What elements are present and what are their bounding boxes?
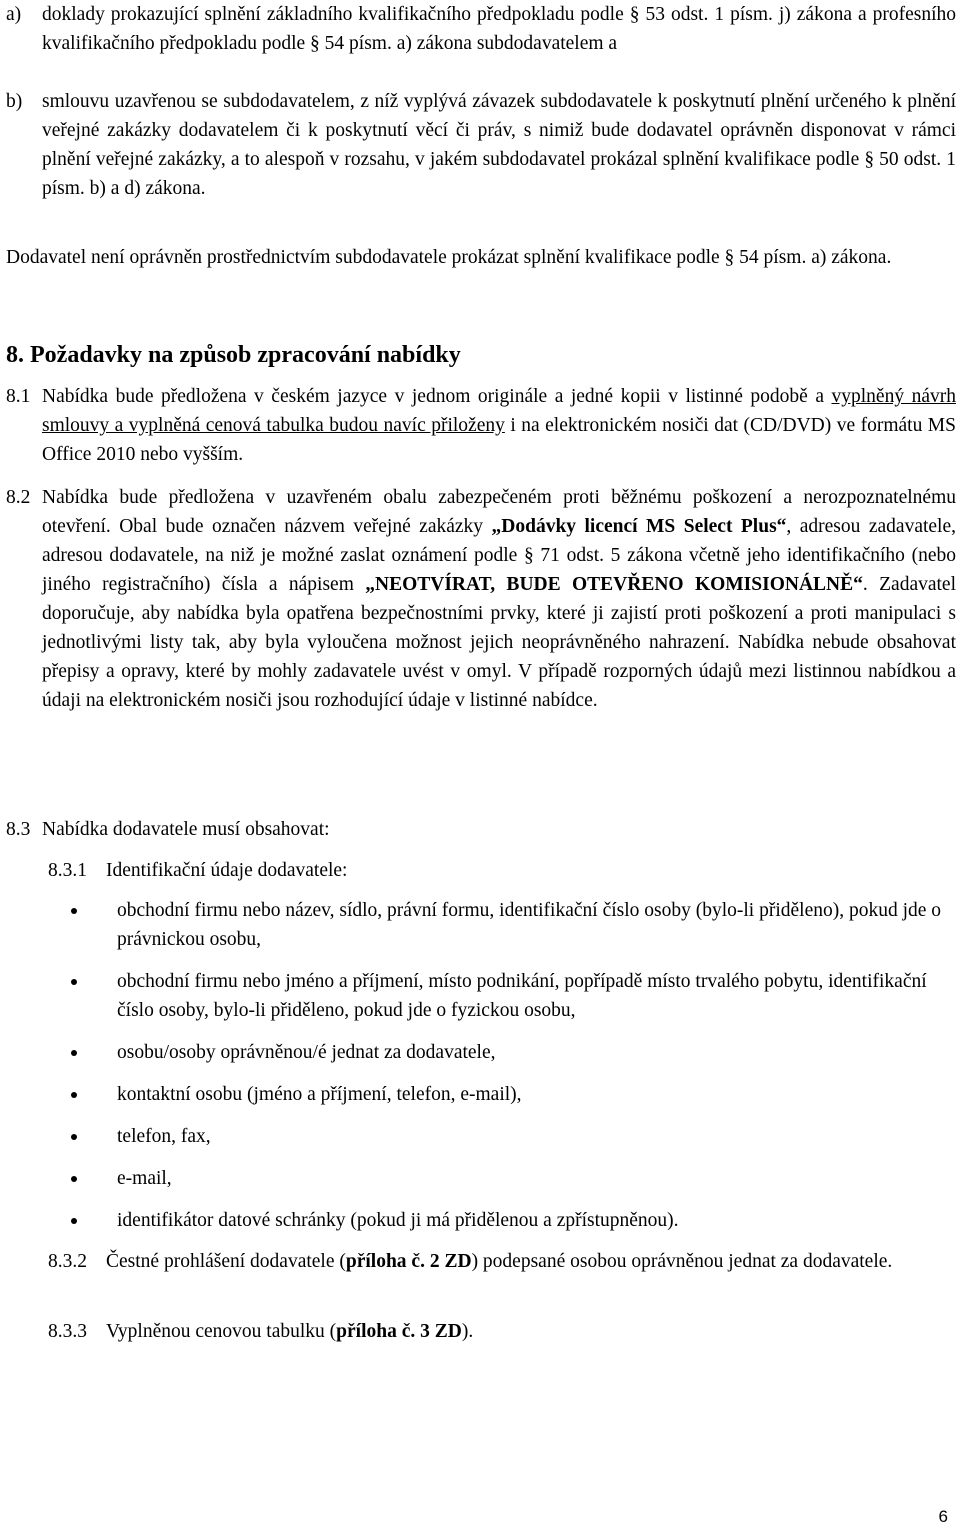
underlined-requirement: vyplněný návrh smlouvy a vyplněná cenová tabulka budou navíc přiloženy <box>42 386 956 436</box>
paragraph-8-1-text: Nabídka bude předložena v českém jazyce v jednom originále a jedné kopii v listinné podobě a vyplněný návrh smlouvy a vyplněná cenová tabulka budou navíc přiloženy i na elektronickém nosiči dat (CD/DVD) ve formátu MS Office 2010 nebo vyšším. <box>42 386 956 465</box>
paragraph-8-2 <box>6 483 956 715</box>
identification-list <box>42 896 956 1248</box>
paragraph-8-2-number: 8.2 <box>6 487 31 508</box>
list-item-b <box>6 87 956 203</box>
list-item-b-label: b) <box>6 91 23 112</box>
bullet-icon <box>71 979 77 985</box>
paragraph-8-3-text: Nabídka dodavatele musí obsahovat: <box>42 819 330 840</box>
paragraph-8-1-number: 8.1 <box>6 386 31 407</box>
contract-name: „Dodávky licencí MS Select Plus“ <box>491 516 787 537</box>
paragraph-8-3-2-text: Čestné prohlášení dodavatele (příloha č. 2 ZD) podepsané osobou oprávněnou jednat za dodavatele. <box>106 1251 893 1272</box>
paragraph-8-3-2-number: 8.3.2 <box>48 1251 87 1272</box>
paragraph-8-3-3-text: Vyplněnou cenovou tabulku (příloha č. 3 ZD). <box>106 1321 474 1342</box>
paragraph-8-3-1-text: Identifikační údaje dodavatele: <box>106 860 348 881</box>
list-item: osobu/osoby oprávněnou/é jednat za dodavatele, <box>42 1038 956 1067</box>
list-item-a-label: a) <box>6 4 22 25</box>
paragraph-8-3-3 <box>48 1317 956 1346</box>
bullet-icon <box>71 1050 77 1056</box>
list-item: telefon, fax, <box>42 1122 956 1151</box>
envelope-inscription: „NEOTVÍRAT, BUDE OTEVŘENO KOMISIONÁLNĚ“ <box>365 574 863 595</box>
list-item: kontaktní osobu (jméno a příjmení, telefon, e-mail), <box>42 1080 956 1109</box>
list-item-a <box>6 0 956 58</box>
paragraph-8-3 <box>6 815 956 844</box>
list-item-a-text: doklady prokazující splnění základního kvalifikačního předpokladu podle § 53 odst. 1 písm. j) zákona a profesního kvalifikačního předpokladu podle § 54 písm. a) zákona subdodavatelem a <box>42 4 956 54</box>
subcontractor-note: Dodavatel není oprávněn prostřednictvím subdodavatele prokázat splnění kvalifikace podle § 54 písm. a) zákona. <box>6 247 892 268</box>
bullet-icon <box>71 1134 77 1140</box>
paragraph-8-3-2 <box>48 1247 956 1276</box>
list-item: e-mail, <box>42 1164 956 1193</box>
bullet-icon <box>71 1092 77 1098</box>
paragraph-8-3-number: 8.3 <box>6 819 31 840</box>
list-item: obchodní firmu nebo jméno a příjmení, místo podnikání, popřípadě místo trvalého pobytu, identifikační číslo osoby, bylo-li přiděleno, pokud jde o fyzickou osobu, <box>42 967 956 1025</box>
bullet-icon <box>71 908 77 914</box>
bullet-icon <box>71 1176 77 1182</box>
paragraph-8-1 <box>6 382 956 469</box>
section-heading: 8. Požadavky na způsob zpracování nabídky <box>6 342 461 368</box>
paragraph-8-3-1-number: 8.3.1 <box>48 860 87 881</box>
page-number: 6 <box>938 1507 948 1526</box>
list-item: obchodní firmu nebo název, sídlo, právní formu, identifikační číslo osoby (bylo-li přiděleno), pokud jde o právnickou osobu, <box>42 896 956 954</box>
paragraph-8-3-3-number: 8.3.3 <box>48 1321 87 1342</box>
paragraph-8-3-1 <box>48 856 956 885</box>
paragraph-8-2-text: Nabídka bude předložena v uzavřeném obalu zabezpečeném proti běžnému poškození a nerozpoznatelnému otevření. Obal bude označen názvem veřejné zakázky „Dodávky licencí MS Select Plus“, adresou zadavatele, adresou dodavatele, na niž je možné zaslat oznámení podle § 71 odst. 5 zákona včetně jeho identifikačního (nebo jiného registračního) čísla a nápisem „NEOTVÍRAT, BUDE OTEVŘENO KOMISIONÁLNĚ“. Zadavatel doporučuje, aby nabídka byla opatřena bezpečnostními prvky, které ji zajistí proti poškození a proti manipulaci s jednotlivými listy tak, aby byla vyloučena možnost jejich neoprávněného nahrazení. Nabídka nebude obsahovat přepisy a opravy, které by mohly zadavatele uvést v omyl. V případě rozporných údajů mezi listinnou nabídkou a údaji na elektronickém nosiči jsou rozhodující údaje v listinné nabídce. <box>42 487 956 711</box>
list-item: identifikátor datové schránky (pokud ji má přidělenou a zpřístupněnou). <box>42 1206 956 1235</box>
list-item-b-text: smlouvu uzavřenou se subdodavatelem, z níž vyplývá závazek subdodavatele k poskytnutí plnění určeného k plnění veřejné zakázky dodavatelem či k poskytnutí věcí či práv, s nimiž bude dodavatel oprávněn disponovat v rámci plnění veřejné zakázky, a to alespoň v rozsahu, v jakém subdodavatel prokázal splnění kvalifikace podle § 50 odst. 1 písm. b) a d) zákona. <box>42 91 956 199</box>
bullet-icon <box>71 1218 77 1224</box>
